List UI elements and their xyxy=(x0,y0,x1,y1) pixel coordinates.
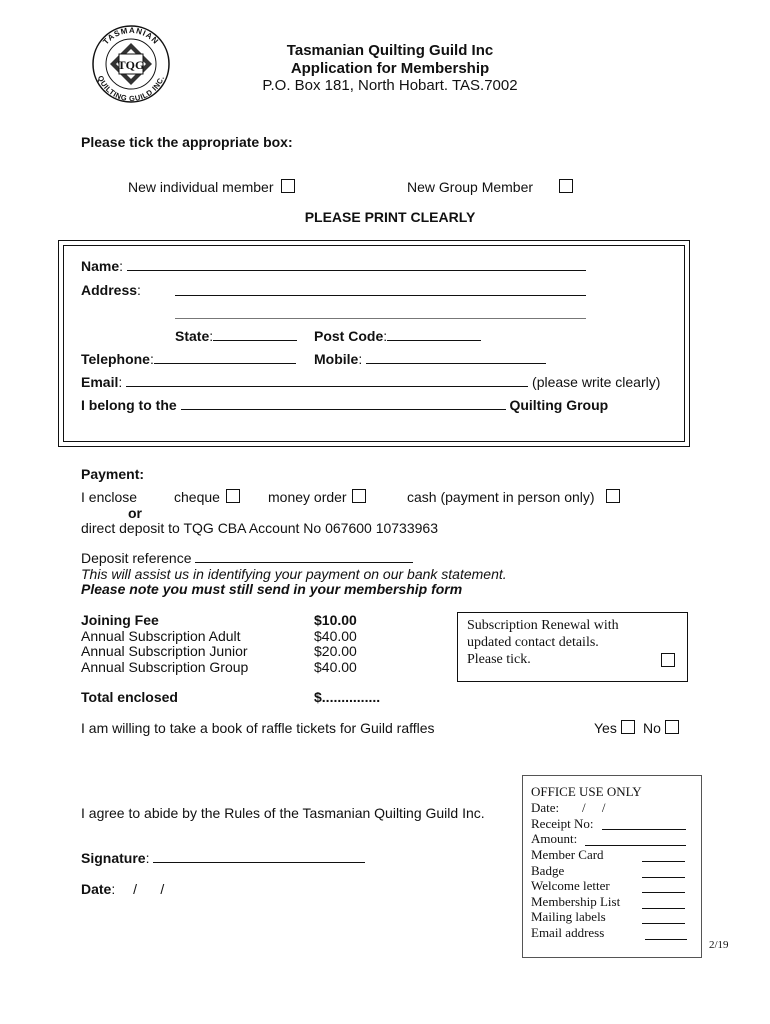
individual-member-option xyxy=(128,179,295,195)
signature-label: Signature xyxy=(81,850,146,866)
postcode-row: Post Code: xyxy=(314,328,481,344)
deposit-reference-row xyxy=(81,550,413,566)
postal-address: P.O. Box 181, North Hobart. TAS.7002 xyxy=(262,77,518,94)
office-membership-list-line[interactable] xyxy=(642,907,685,909)
fee-amount-adult: $40.00 xyxy=(314,628,357,644)
fee-amount-group: $40.00 xyxy=(314,659,357,675)
telephone-row: Telephone: xyxy=(81,351,296,367)
group-member-option xyxy=(407,179,573,195)
email-field[interactable] xyxy=(126,374,528,387)
email-note: (please write clearly) xyxy=(532,374,661,390)
enclose-label: I enclose xyxy=(81,489,138,505)
office-mailing-labels-line[interactable] xyxy=(642,922,685,924)
office-item-member-card: Member Card xyxy=(531,847,604,862)
svg-text:TASMANIAN: TASMANIAN xyxy=(101,25,161,47)
version-code: 2/19 xyxy=(709,939,729,951)
fee-label-group: Annual Subscription Group xyxy=(81,659,249,675)
signature-row: Signature: xyxy=(81,850,365,866)
renewal-line-1: Subscription Renewal with xyxy=(467,618,619,633)
telephone-label: Telephone xyxy=(81,351,150,367)
fee-amount-junior: $20.00 xyxy=(314,643,357,659)
office-item-membership-list: Membership List xyxy=(531,894,621,909)
deposit-reference-field[interactable] xyxy=(195,550,413,563)
office-receipt-label: Receipt No: xyxy=(531,816,594,831)
office-email-address-line[interactable] xyxy=(645,938,687,940)
raffle-no-option xyxy=(643,720,679,736)
individual-member-label: New individual member xyxy=(128,179,274,195)
fee-label-junior: Annual Subscription Junior xyxy=(81,643,248,659)
raffle-yes-label: Yes xyxy=(594,720,617,736)
date-row: Date: / / xyxy=(81,881,165,897)
money-order-checkbox[interactable] xyxy=(352,489,366,503)
fee-label-adult: Annual Subscription Adult xyxy=(81,628,241,644)
office-item-email-address: Email address xyxy=(531,925,605,940)
address-field-2[interactable] xyxy=(175,306,586,319)
cheque-option xyxy=(174,489,240,505)
raffle-no-checkbox[interactable] xyxy=(665,720,679,734)
mobile-field[interactable] xyxy=(366,351,546,364)
address-row: Address: xyxy=(81,282,141,298)
fee-label-joining: Joining Fee xyxy=(81,612,159,628)
cash-label: cash (payment in person only) xyxy=(407,489,595,505)
renewal-checkbox[interactable] xyxy=(661,653,675,667)
tick-prompt: Please tick the appropriate box: xyxy=(81,134,293,150)
office-badge-line[interactable] xyxy=(642,876,685,878)
cheque-checkbox[interactable] xyxy=(226,489,240,503)
renewal-line-3: Please tick. xyxy=(467,652,531,667)
form-title: Application for Membership xyxy=(290,60,490,77)
print-clearly-heading: PLEASE PRINT CLEARLY xyxy=(304,209,476,225)
money-order-option xyxy=(268,489,366,505)
fee-amount-joining: $10.00 xyxy=(314,612,357,628)
office-member-card-line[interactable] xyxy=(642,860,685,862)
money-order-label: money order xyxy=(268,489,347,505)
assist-note: This will assist us in identifying your payment on our bank statement. xyxy=(81,566,507,582)
office-date-label: Date: xyxy=(531,800,560,815)
date-label: Date xyxy=(81,881,112,897)
guild-seal-icon xyxy=(88,24,174,104)
renewal-line-2: updated contact details. xyxy=(467,635,599,650)
raffle-yes-checkbox[interactable] xyxy=(621,720,635,734)
direct-deposit-text: direct deposit to TQG CBA Account No 067600 10733963 xyxy=(81,520,438,536)
agree-text: I agree to abide by the Rules of the Tasmanian Quilting Guild Inc. xyxy=(81,805,485,821)
email-label: Email xyxy=(81,374,119,390)
total-label: Total enclosed xyxy=(81,689,178,705)
office-item-mailing-labels: Mailing labels xyxy=(531,909,606,924)
total-amount: $............... xyxy=(314,689,381,705)
group-member-label: New Group Member xyxy=(407,179,534,195)
belong-suffix: Quilting Group xyxy=(509,397,609,413)
send-form-note: Please note you must still send in your membership form xyxy=(81,581,463,597)
state-row: State: xyxy=(175,328,297,344)
office-welcome-letter-line[interactable] xyxy=(642,891,685,893)
group-row xyxy=(81,397,608,413)
mobile-row: Mobile: xyxy=(314,351,546,367)
cash-checkbox[interactable] xyxy=(606,489,620,503)
name-field[interactable] xyxy=(127,258,586,271)
office-amount-label: Amount: xyxy=(531,831,578,846)
or-label: or xyxy=(128,505,142,521)
mobile-label: Mobile xyxy=(314,351,359,367)
group-member-checkbox[interactable] xyxy=(559,179,573,193)
telephone-field[interactable] xyxy=(154,351,296,364)
postcode-field[interactable] xyxy=(387,328,481,341)
date-slashes: / / xyxy=(133,881,165,897)
raffle-text: I am willing to take a book of raffle tickets for Guild raffles xyxy=(81,720,435,736)
deposit-reference-label: Deposit reference xyxy=(81,550,192,566)
state-field[interactable] xyxy=(213,328,297,341)
svg-text:TQG: TQG xyxy=(117,58,145,72)
address-label: Address xyxy=(81,282,138,298)
office-title: OFFICE USE ONLY xyxy=(531,784,642,799)
payment-heading: Payment: xyxy=(81,466,145,482)
raffle-yes-option xyxy=(594,720,635,736)
signature-field[interactable] xyxy=(153,850,365,863)
office-date-slashes: / / xyxy=(582,800,606,815)
name-row: Name: xyxy=(81,258,586,274)
office-receipt-line[interactable] xyxy=(602,828,686,830)
org-title: Tasmanian Quilting Guild Inc xyxy=(286,42,494,59)
raffle-no-label: No xyxy=(643,720,661,736)
address-field-1[interactable] xyxy=(175,283,586,296)
cash-option xyxy=(407,489,620,505)
cheque-label: cheque xyxy=(174,489,220,505)
office-amount-line[interactable] xyxy=(585,844,686,846)
postcode-label: Post Code xyxy=(314,328,384,344)
guild-logo xyxy=(88,24,174,104)
state-label: State xyxy=(175,328,210,344)
office-item-welcome-letter: Welcome letter xyxy=(531,878,610,893)
belong-prefix: I belong to the xyxy=(81,397,177,413)
individual-member-checkbox[interactable] xyxy=(281,179,295,193)
name-label: Name xyxy=(81,258,120,274)
svg-text:QUILTING GUILD INC.: QUILTING GUILD INC. xyxy=(95,74,167,104)
group-name-field[interactable] xyxy=(181,397,506,410)
email-row: Email: (please write clearly) xyxy=(81,374,661,390)
office-item-badge: Badge xyxy=(531,863,565,878)
